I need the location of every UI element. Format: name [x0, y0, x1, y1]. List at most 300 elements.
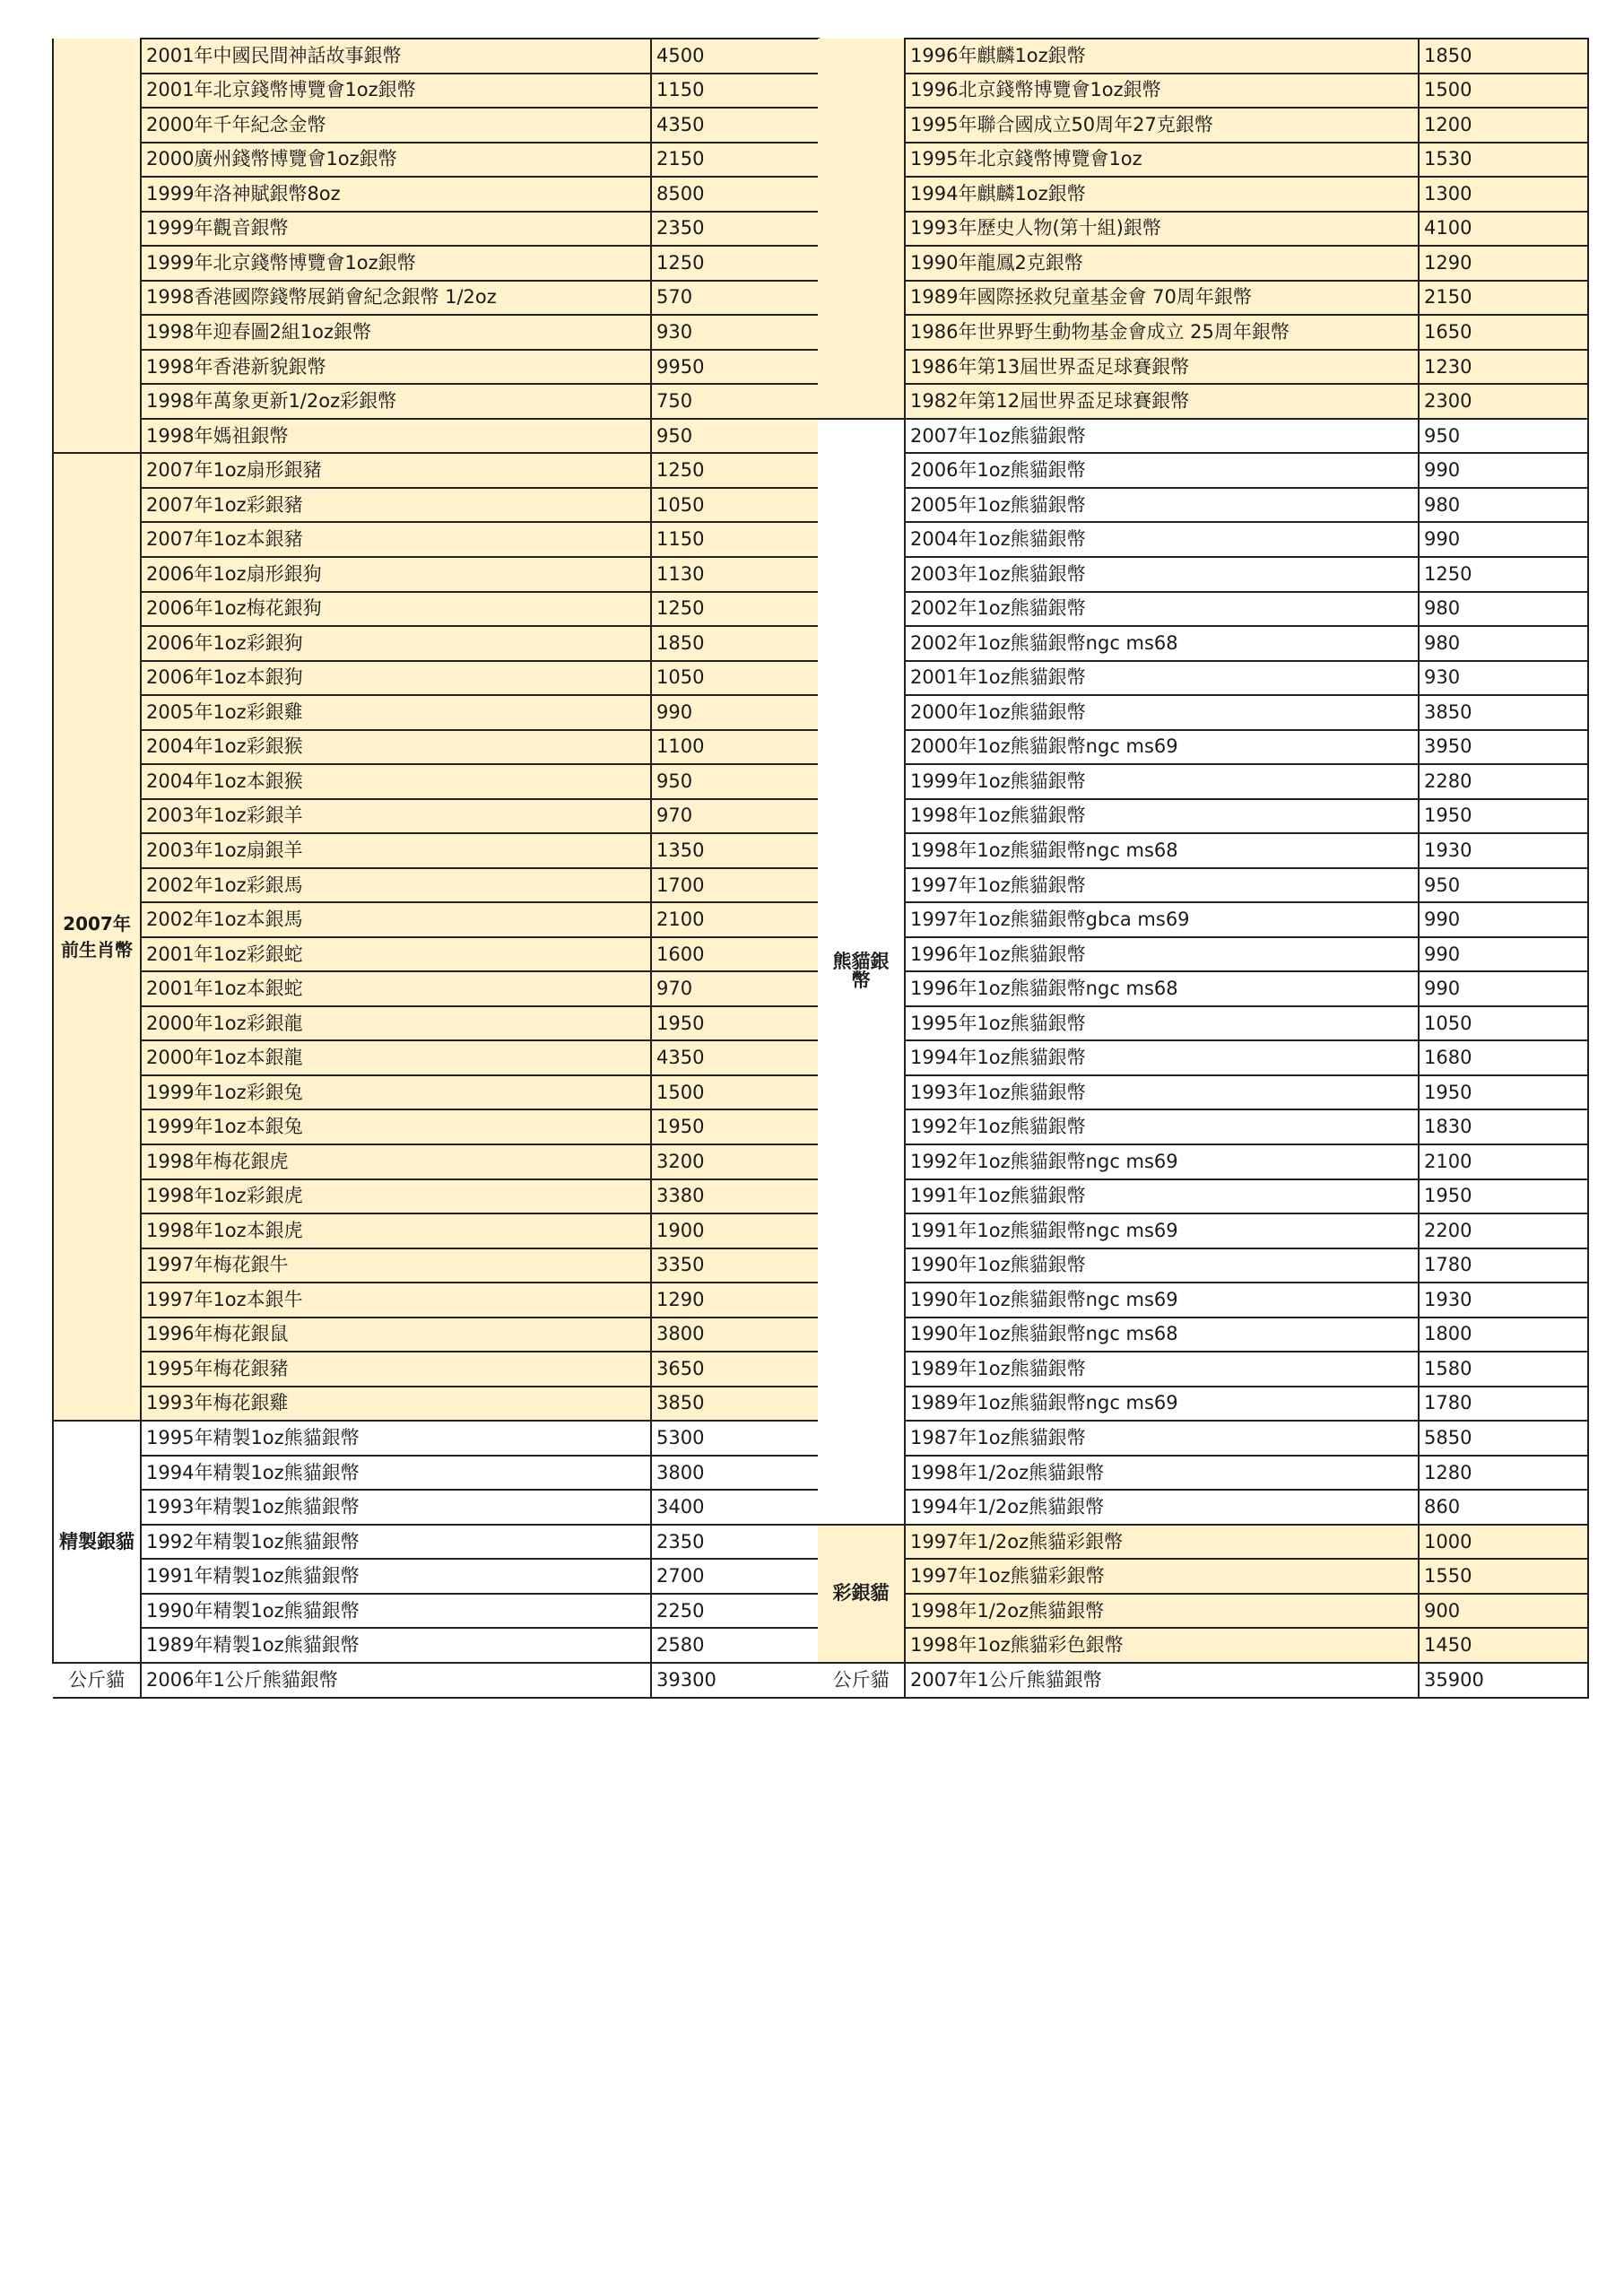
coin-name-cell: 1997年1oz本銀牛 — [141, 1283, 651, 1318]
table-row — [53, 1213, 819, 1248]
table-row — [818, 1179, 1588, 1214]
coin-name-cell: 2002年1oz本銀馬 — [141, 902, 651, 937]
table-row — [53, 833, 819, 868]
coin-name-cell: 1982年第12屆世界盃足球賽銀幣 — [905, 384, 1419, 419]
coin-name-cell: 1996年1oz熊貓銀幣ngc ms68 — [905, 971, 1419, 1006]
coin-price-cell: 1950 — [1419, 799, 1588, 834]
coin-price-cell: 1580 — [1419, 1352, 1588, 1387]
table-row — [53, 1628, 819, 1663]
table-row — [53, 1144, 819, 1179]
coin-name-cell: 2004年1oz彩銀猴 — [141, 730, 651, 765]
coin-name-cell: 1996年1oz熊貓銀幣 — [905, 937, 1419, 972]
table-row — [818, 695, 1588, 730]
coin-price-cell: 3950 — [1419, 730, 1588, 765]
coin-price-cell: 1950 — [1419, 1179, 1588, 1214]
coin-price-cell: 1500 — [651, 1075, 819, 1110]
category-label: 2007年前生肖幣 — [61, 912, 133, 961]
coin-name-cell: 2007年1oz扇形銀豬 — [141, 453, 651, 488]
table-row — [818, 730, 1588, 765]
table-row — [818, 1040, 1588, 1075]
category-cell-empty — [53, 39, 141, 453]
coin-price-cell: 950 — [651, 419, 819, 454]
coin-price-cell: 950 — [651, 764, 819, 799]
coin-price-cell: 990 — [1419, 937, 1588, 972]
coin-price-cell: 1900 — [651, 1213, 819, 1248]
table-row — [818, 1559, 1588, 1594]
table-row — [818, 212, 1588, 247]
coin-price-cell: 3800 — [651, 1456, 819, 1491]
table-row — [818, 1213, 1588, 1248]
table-row — [818, 1490, 1588, 1525]
coin-name-cell: 1999年1oz熊貓銀幣 — [905, 764, 1419, 799]
table-row — [818, 868, 1588, 903]
table-row — [53, 1456, 819, 1491]
coin-price-cell: 1680 — [1419, 1040, 1588, 1075]
coin-name-cell: 1990年1oz熊貓銀幣 — [905, 1248, 1419, 1283]
coin-price-cell: 1250 — [651, 246, 819, 281]
coin-name-cell: 2003年1oz扇銀羊 — [141, 833, 651, 868]
table-row — [53, 74, 819, 109]
coin-price-cell: 3850 — [651, 1387, 819, 1422]
coin-name-cell: 2004年1oz熊貓銀幣 — [905, 522, 1419, 557]
coin-price-cell: 1950 — [651, 1006, 819, 1041]
coin-name-cell: 1986年世界野生動物基金會成立 25周年銀幣 — [905, 315, 1419, 350]
coin-name-cell: 1998年1oz熊貓銀幣ngc ms68 — [905, 833, 1419, 868]
category-label: 彩銀貓 — [832, 1582, 890, 1605]
coin-name-cell: 2004年1oz本銀猴 — [141, 764, 651, 799]
coin-price-cell: 1290 — [1419, 246, 1588, 281]
category-label: 精製銀貓 — [59, 1530, 135, 1552]
table-row — [53, 143, 819, 178]
table-row — [53, 1387, 819, 1422]
coin-price-cell: 1650 — [1419, 315, 1588, 350]
table-row — [53, 557, 819, 592]
table-row — [53, 695, 819, 730]
table-row — [818, 350, 1588, 385]
coin-price-cell: 2200 — [1419, 1213, 1588, 1248]
coin-name-cell: 2000年1oz本銀龍 — [141, 1040, 651, 1075]
table-row — [53, 661, 819, 696]
category-label-line: 熊貓銀 — [832, 951, 890, 973]
coin-name-cell: 2001年北京錢幣博覽會1oz銀幣 — [141, 74, 651, 109]
coin-name-cell: 1995年精製1oz熊貓銀幣 — [141, 1421, 651, 1456]
table-row — [53, 1559, 819, 1594]
coin-price-cell: 1550 — [1419, 1559, 1588, 1594]
coin-price-cell: 1050 — [651, 488, 819, 523]
category-cell — [818, 419, 905, 1525]
table-row — [818, 143, 1588, 178]
coin-price-cell: 1350 — [651, 833, 819, 868]
table-row — [53, 315, 819, 350]
table-row — [818, 74, 1588, 109]
coin-price-cell: 990 — [1419, 902, 1588, 937]
table-row — [53, 419, 819, 454]
coin-name-cell: 1993年精製1oz熊貓銀幣 — [141, 1490, 651, 1525]
table-row — [53, 1421, 819, 1456]
coin-name-cell: 1991年1oz熊貓銀幣 — [905, 1179, 1419, 1214]
table-row — [818, 1075, 1588, 1110]
coin-name-cell: 2003年1oz彩銀羊 — [141, 799, 651, 834]
table-row — [53, 488, 819, 523]
table-row — [818, 1318, 1588, 1352]
table-row — [818, 1283, 1588, 1318]
coin-name-cell: 1993年歷史人物(第十組)銀幣 — [905, 212, 1419, 247]
table-row — [53, 1352, 819, 1387]
coin-price-cell: 990 — [1419, 522, 1588, 557]
coin-price-cell: 8500 — [651, 177, 819, 212]
category-label-line: 幣 — [851, 970, 871, 992]
coin-price-cell: 3800 — [651, 1318, 819, 1352]
table-row — [818, 488, 1588, 523]
table-row — [53, 1663, 819, 1698]
coin-price-cell: 1950 — [651, 1109, 819, 1144]
category-label: 公斤貓 — [832, 1668, 890, 1691]
coin-price-cell: 1300 — [1419, 177, 1588, 212]
coin-name-cell: 1986年第13屆世界盃足球賽銀幣 — [905, 350, 1419, 385]
coin-name-cell: 1997年梅花銀牛 — [141, 1248, 651, 1283]
table-row — [818, 281, 1588, 316]
table-row — [818, 971, 1588, 1006]
table-row — [53, 1248, 819, 1283]
category-cell-empty — [818, 39, 905, 419]
table-row — [818, 419, 1588, 454]
table-row — [53, 1490, 819, 1525]
coin-name-cell: 1991年1oz熊貓銀幣ngc ms69 — [905, 1213, 1419, 1248]
coin-price-cell: 990 — [1419, 453, 1588, 488]
coin-name-cell: 1997年1/2oz熊貓彩銀幣 — [905, 1525, 1419, 1560]
coin-price-cell: 3650 — [651, 1352, 819, 1387]
coin-name-cell: 1992年1oz熊貓銀幣ngc ms69 — [905, 1144, 1419, 1179]
coin-name-cell: 1995年北京錢幣博覽會1oz — [905, 143, 1419, 178]
table-row — [818, 522, 1588, 557]
right-price-table — [818, 38, 1589, 1699]
table-row — [53, 902, 819, 937]
coin-name-cell: 1994年麒麟1oz銀幣 — [905, 177, 1419, 212]
coin-price-cell: 1950 — [1419, 1075, 1588, 1110]
coin-price-cell: 1050 — [1419, 1006, 1588, 1041]
table-row — [53, 350, 819, 385]
coin-price-cell: 4350 — [651, 1040, 819, 1075]
table-row — [818, 1525, 1588, 1560]
coin-name-cell: 2001年1oz彩銀蛇 — [141, 937, 651, 972]
coin-price-cell: 1250 — [651, 453, 819, 488]
table-row — [53, 108, 819, 143]
coin-price-cell: 1250 — [651, 592, 819, 627]
coin-name-cell: 1995年聯合國成立50周年27克銀幣 — [905, 108, 1419, 143]
table-row — [818, 902, 1588, 937]
table-row — [53, 384, 819, 419]
coin-name-cell: 1998年1/2oz熊貓銀幣 — [905, 1594, 1419, 1629]
coin-name-cell: 2005年1oz彩銀雞 — [141, 695, 651, 730]
table-row — [53, 1075, 819, 1110]
coin-name-cell: 1999年1oz彩銀兔 — [141, 1075, 651, 1110]
coin-name-cell: 1997年1oz熊貓銀幣gbca ms69 — [905, 902, 1419, 937]
table-row — [818, 592, 1588, 627]
coin-name-cell: 1989年1oz熊貓銀幣 — [905, 1352, 1419, 1387]
coin-price-cell: 930 — [651, 315, 819, 350]
table-row — [818, 833, 1588, 868]
coin-price-cell: 4350 — [651, 108, 819, 143]
coin-name-cell: 1990年精製1oz熊貓銀幣 — [141, 1594, 651, 1629]
coin-name-cell: 1995年1oz熊貓銀幣 — [905, 1006, 1419, 1041]
coin-name-cell: 1993年梅花銀雞 — [141, 1387, 651, 1422]
coin-name-cell: 2005年1oz熊貓銀幣 — [905, 488, 1419, 523]
coin-price-cell: 1290 — [651, 1283, 819, 1318]
coin-name-cell: 1994年1/2oz熊貓銀幣 — [905, 1490, 1419, 1525]
table-row — [53, 868, 819, 903]
coin-name-cell: 1990年1oz熊貓銀幣ngc ms69 — [905, 1283, 1419, 1318]
coin-price-cell: 1850 — [1419, 39, 1588, 74]
coin-name-cell: 1996年梅花銀鼠 — [141, 1318, 651, 1352]
coin-price-cell: 2350 — [651, 212, 819, 247]
table-row — [53, 971, 819, 1006]
coin-name-cell: 1989年國際拯救兒童基金會 70周年銀幣 — [905, 281, 1419, 316]
table-row — [53, 1594, 819, 1629]
coin-price-cell: 35900 — [1419, 1663, 1588, 1698]
coin-price-cell: 1700 — [651, 868, 819, 903]
table-row — [818, 1628, 1588, 1663]
coin-name-cell: 2003年1oz熊貓銀幣 — [905, 557, 1419, 592]
table-row — [818, 1006, 1588, 1041]
coin-name-cell: 1998年1oz熊貓彩色銀幣 — [905, 1628, 1419, 1663]
coin-name-cell: 1998年香港新貌銀幣 — [141, 350, 651, 385]
coin-name-cell: 1989年1oz熊貓銀幣ngc ms69 — [905, 1387, 1419, 1422]
table-row — [53, 764, 819, 799]
table-row — [818, 1248, 1588, 1283]
coin-price-cell: 860 — [1419, 1490, 1588, 1525]
coin-price-cell: 950 — [1419, 868, 1588, 903]
category-label: 公斤貓 — [68, 1668, 125, 1691]
coin-price-cell: 900 — [1419, 1594, 1588, 1629]
coin-price-cell: 2280 — [1419, 764, 1588, 799]
table-row — [53, 1318, 819, 1352]
table-row — [818, 626, 1588, 661]
coin-price-cell: 980 — [1419, 626, 1588, 661]
coin-name-cell: 1992年1oz熊貓銀幣 — [905, 1109, 1419, 1144]
coin-price-cell: 1280 — [1419, 1456, 1588, 1491]
coin-price-cell: 1100 — [651, 730, 819, 765]
table-row — [818, 937, 1588, 972]
coin-name-cell: 1998香港國際錢幣展銷會紀念銀幣 1/2oz — [141, 281, 651, 316]
coin-name-cell: 1996北京錢幣博覽會1oz銀幣 — [905, 74, 1419, 109]
coin-price-cell: 1000 — [1419, 1525, 1588, 1560]
coin-price-cell: 1150 — [651, 522, 819, 557]
coin-name-cell: 2006年1oz本銀狗 — [141, 661, 651, 696]
table-row — [53, 592, 819, 627]
coin-price-cell: 4500 — [651, 39, 819, 74]
coin-name-cell: 2001年中國民間神話故事銀幣 — [141, 39, 651, 74]
coin-name-cell: 1999年洛神賦銀幣8oz — [141, 177, 651, 212]
coin-price-cell: 970 — [651, 799, 819, 834]
coin-price-cell: 5850 — [1419, 1421, 1588, 1456]
coin-name-cell: 2007年1oz本銀豬 — [141, 522, 651, 557]
coin-price-cell: 4100 — [1419, 212, 1588, 247]
coin-price-cell: 1530 — [1419, 143, 1588, 178]
coin-name-cell: 2006年1oz梅花銀狗 — [141, 592, 651, 627]
table-row — [818, 384, 1588, 419]
coin-price-cell: 3850 — [1419, 695, 1588, 730]
category-cell — [53, 1421, 141, 1663]
table-row — [53, 212, 819, 247]
coin-name-cell: 2002年1oz熊貓銀幣ngc ms68 — [905, 626, 1419, 661]
coin-price-cell: 1130 — [651, 557, 819, 592]
coin-name-cell: 1990年1oz熊貓銀幣ngc ms68 — [905, 1318, 1419, 1352]
coin-price-cell: 1150 — [651, 74, 819, 109]
table-row — [818, 1352, 1588, 1387]
coin-price-cell: 980 — [1419, 488, 1588, 523]
coin-name-cell: 1998年萬象更新1/2oz彩銀幣 — [141, 384, 651, 419]
coin-name-cell: 1994年精製1oz熊貓銀幣 — [141, 1456, 651, 1491]
coin-name-cell: 2002年1oz熊貓銀幣 — [905, 592, 1419, 627]
table-row — [53, 39, 819, 74]
coin-price-cell: 2150 — [1419, 281, 1588, 316]
coin-price-cell: 1780 — [1419, 1248, 1588, 1283]
coin-name-cell: 2000年1oz熊貓銀幣ngc ms69 — [905, 730, 1419, 765]
coin-name-cell: 1987年1oz熊貓銀幣 — [905, 1421, 1419, 1456]
table-row — [53, 1006, 819, 1041]
coin-name-cell: 1999年觀音銀幣 — [141, 212, 651, 247]
table-row — [818, 453, 1588, 488]
coin-price-cell: 3200 — [651, 1144, 819, 1179]
coin-price-cell: 2580 — [651, 1628, 819, 1663]
coin-price-cell: 3400 — [651, 1490, 819, 1525]
table-row — [53, 1283, 819, 1318]
coin-name-cell: 1993年1oz熊貓銀幣 — [905, 1075, 1419, 1110]
table-row — [53, 177, 819, 212]
table-row — [818, 1421, 1588, 1456]
coin-price-cell: 2350 — [651, 1525, 819, 1560]
coin-name-cell: 1991年精製1oz熊貓銀幣 — [141, 1559, 651, 1594]
table-row — [818, 1109, 1588, 1144]
coin-price-cell: 3350 — [651, 1248, 819, 1283]
table-row — [53, 730, 819, 765]
coin-name-cell: 1996年麒麟1oz銀幣 — [905, 39, 1419, 74]
coin-name-cell: 2000年千年紀念金幣 — [141, 108, 651, 143]
table-row — [818, 1144, 1588, 1179]
coin-name-cell: 1998年迎春圖2組1oz銀幣 — [141, 315, 651, 350]
coin-price-cell: 1830 — [1419, 1109, 1588, 1144]
coin-name-cell: 1998年1oz本銀虎 — [141, 1213, 651, 1248]
table-row — [53, 281, 819, 316]
coin-price-cell: 1230 — [1419, 350, 1588, 385]
coin-price-cell: 9950 — [651, 350, 819, 385]
table-row — [53, 246, 819, 281]
table-row — [818, 108, 1588, 143]
coin-price-cell: 970 — [651, 971, 819, 1006]
category-cell — [53, 1663, 141, 1698]
coin-name-cell: 2002年1oz彩銀馬 — [141, 868, 651, 903]
coin-name-cell: 2007年1oz彩銀豬 — [141, 488, 651, 523]
coin-price-cell: 990 — [651, 695, 819, 730]
coin-price-cell: 750 — [651, 384, 819, 419]
coin-name-cell: 2006年1oz扇形銀狗 — [141, 557, 651, 592]
coin-price-cell: 1850 — [651, 626, 819, 661]
coin-price-cell: 3380 — [651, 1179, 819, 1214]
coin-name-cell: 1998年1oz彩銀虎 — [141, 1179, 651, 1214]
table-row — [53, 453, 819, 488]
table-row — [818, 177, 1588, 212]
coin-name-cell: 1989年精製1oz熊貓銀幣 — [141, 1628, 651, 1663]
table-row — [818, 39, 1588, 74]
table-row — [818, 1387, 1588, 1422]
table-row — [53, 1040, 819, 1075]
coin-name-cell: 1998年梅花銀虎 — [141, 1144, 651, 1179]
coin-name-cell: 2001年1oz本銀蛇 — [141, 971, 651, 1006]
coin-price-cell: 1780 — [1419, 1387, 1588, 1422]
coin-name-cell: 1994年1oz熊貓銀幣 — [905, 1040, 1419, 1075]
coin-name-cell: 1997年1oz熊貓銀幣 — [905, 868, 1419, 903]
coin-name-cell: 2006年1公斤熊貓銀幣 — [141, 1663, 651, 1698]
table-row — [53, 937, 819, 972]
table-row — [818, 764, 1588, 799]
coin-name-cell: 1999年北京錢幣博覽會1oz銀幣 — [141, 246, 651, 281]
coin-name-cell: 1990年龍鳳2克銀幣 — [905, 246, 1419, 281]
left-price-table — [52, 38, 820, 1699]
table-row — [53, 1525, 819, 1560]
coin-price-cell: 2700 — [651, 1559, 819, 1594]
coin-name-cell: 1992年精製1oz熊貓銀幣 — [141, 1525, 651, 1560]
table-row — [818, 557, 1588, 592]
table-row — [53, 1109, 819, 1144]
coin-price-cell: 2100 — [1419, 1144, 1588, 1179]
coin-price-cell: 990 — [1419, 971, 1588, 1006]
category-cell — [818, 1663, 905, 1698]
coin-price-cell: 2100 — [651, 902, 819, 937]
coin-price-cell: 2150 — [651, 143, 819, 178]
coin-price-cell: 1250 — [1419, 557, 1588, 592]
coin-price-cell: 1930 — [1419, 833, 1588, 868]
coin-name-cell: 1998年媽祖銀幣 — [141, 419, 651, 454]
left-table-body — [53, 39, 819, 1698]
table-row — [818, 1594, 1588, 1629]
table-row — [818, 246, 1588, 281]
coin-price-cell: 1930 — [1419, 1283, 1588, 1318]
coin-name-cell: 1995年梅花銀豬 — [141, 1352, 651, 1387]
coin-price-cell: 980 — [1419, 592, 1588, 627]
coin-price-cell: 1500 — [1419, 74, 1588, 109]
coin-price-cell: 2300 — [1419, 384, 1588, 419]
category-cell — [53, 453, 141, 1421]
coin-name-cell: 2007年1公斤熊貓銀幣 — [905, 1663, 1419, 1698]
coin-name-cell: 2006年1oz熊貓銀幣 — [905, 453, 1419, 488]
coin-price-cell: 1200 — [1419, 108, 1588, 143]
coin-price-cell: 930 — [1419, 661, 1588, 696]
coin-price-cell: 1450 — [1419, 1628, 1588, 1663]
coin-name-cell: 2000年1oz彩銀龍 — [141, 1006, 651, 1041]
coin-price-cell: 1600 — [651, 937, 819, 972]
coin-name-cell: 2000廣州錢幣博覽會1oz銀幣 — [141, 143, 651, 178]
table-row — [818, 661, 1588, 696]
coin-price-cell: 2250 — [651, 1594, 819, 1629]
table-row — [818, 315, 1588, 350]
category-cell — [818, 1525, 905, 1663]
table-row — [818, 1456, 1588, 1491]
coin-name-cell: 2007年1oz熊貓銀幣 — [905, 419, 1419, 454]
coin-name-cell: 1998年1oz熊貓銀幣 — [905, 799, 1419, 834]
table-row — [53, 522, 819, 557]
coin-name-cell: 1999年1oz本銀兔 — [141, 1109, 651, 1144]
table-row — [53, 1179, 819, 1214]
table-row — [818, 1663, 1588, 1698]
coin-price-cell: 950 — [1419, 419, 1588, 454]
coin-name-cell: 2001年1oz熊貓銀幣 — [905, 661, 1419, 696]
coin-price-cell: 570 — [651, 281, 819, 316]
coin-name-cell: 1997年1oz熊貓彩銀幣 — [905, 1559, 1419, 1594]
coin-price-cell: 1800 — [1419, 1318, 1588, 1352]
coin-name-cell: 1998年1/2oz熊貓銀幣 — [905, 1456, 1419, 1491]
right-table-body — [818, 39, 1588, 1698]
table-row — [53, 626, 819, 661]
